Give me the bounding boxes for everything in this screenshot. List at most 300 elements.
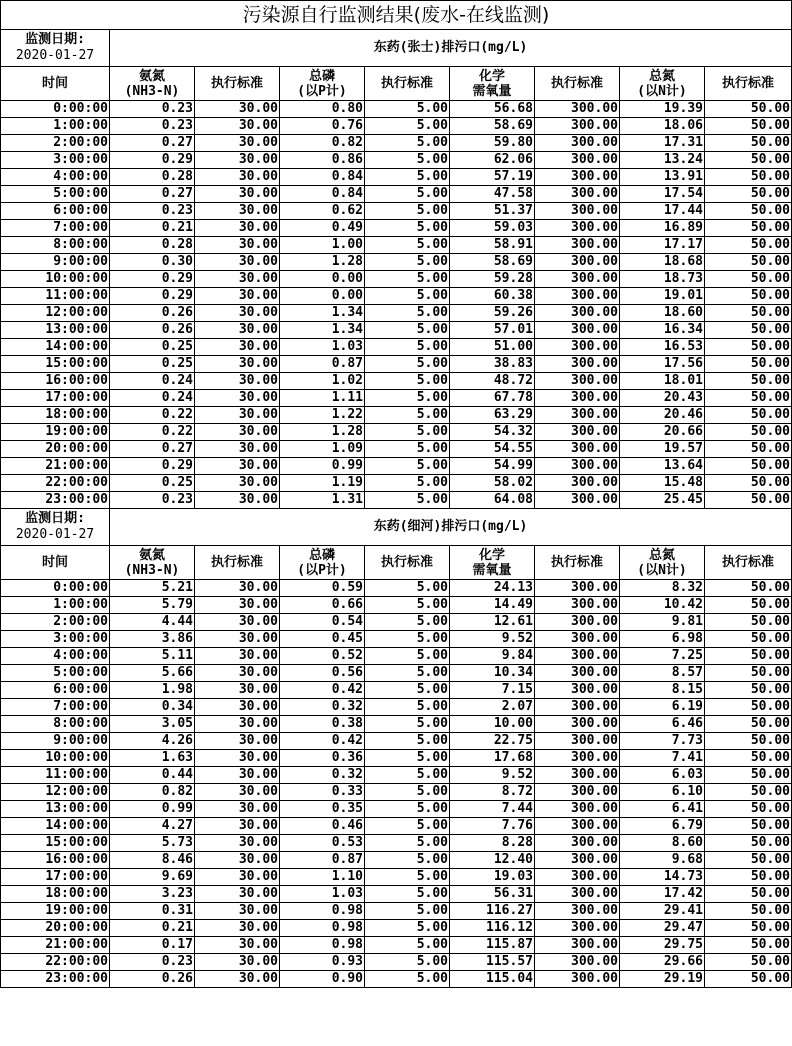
value-cell: 5.00 [365, 767, 450, 784]
value-cell: 17.17 [620, 237, 705, 254]
value-cell: 5.00 [365, 971, 450, 988]
time-cell: 8:00:00 [1, 716, 110, 733]
value-cell: 115.57 [450, 954, 535, 971]
value-cell: 5.00 [365, 441, 450, 458]
value-cell: 62.06 [450, 152, 535, 169]
value-cell: 300.00 [535, 203, 620, 220]
column-header-line1: 执行标准 [721, 76, 774, 91]
column-header-line1: 总氮 [648, 68, 675, 84]
value-cell: 1.34 [280, 322, 365, 339]
value-cell: 50.00 [705, 492, 792, 509]
table-row [1, 271, 792, 288]
table-row [1, 424, 792, 441]
value-cell: 5.00 [365, 169, 450, 186]
value-cell: 50.00 [705, 407, 792, 424]
value-cell: 50.00 [705, 597, 792, 614]
value-cell: 50.00 [705, 373, 792, 390]
value-cell: 5.00 [365, 305, 450, 322]
value-cell: 7.76 [450, 818, 535, 835]
column-header [280, 546, 365, 580]
value-cell: 5.00 [365, 475, 450, 492]
value-cell: 50.00 [705, 903, 792, 920]
value-cell: 13.24 [620, 152, 705, 169]
value-cell: 0.21 [110, 220, 195, 237]
value-cell: 30.00 [195, 784, 280, 801]
value-cell: 300.00 [535, 954, 620, 971]
value-cell: 30.00 [195, 492, 280, 509]
value-cell: 14.73 [620, 869, 705, 886]
value-cell: 12.40 [450, 852, 535, 869]
value-cell: 30.00 [195, 733, 280, 750]
column-header-line1: 执行标准 [721, 555, 774, 570]
column-header-line1: 执行标准 [550, 76, 603, 91]
table-row [1, 458, 792, 475]
value-cell: 0.87 [280, 852, 365, 869]
value-cell: 50.00 [705, 271, 792, 288]
time-cell: 2:00:00 [1, 135, 110, 152]
column-header [620, 67, 705, 101]
value-cell: 0.84 [280, 169, 365, 186]
value-cell: 50.00 [705, 614, 792, 631]
value-cell: 0.49 [280, 220, 365, 237]
value-cell: 300.00 [535, 101, 620, 118]
value-cell: 50.00 [705, 767, 792, 784]
value-cell: 1.31 [280, 492, 365, 509]
value-cell: 5.00 [365, 869, 450, 886]
column-header-line1: 执行标准 [550, 555, 603, 570]
value-cell: 30.00 [195, 682, 280, 699]
value-cell: 30.00 [195, 203, 280, 220]
time-cell: 16:00:00 [1, 373, 110, 390]
value-cell: 50.00 [705, 475, 792, 492]
value-cell: 0.17 [110, 937, 195, 954]
value-cell: 300.00 [535, 971, 620, 988]
value-cell: 17.31 [620, 135, 705, 152]
time-cell: 4:00:00 [1, 648, 110, 665]
value-cell: 30.00 [195, 903, 280, 920]
monitoring-date-cell [1, 30, 110, 67]
value-cell: 30.00 [195, 152, 280, 169]
value-cell: 30.00 [195, 373, 280, 390]
value-cell: 0.44 [110, 767, 195, 784]
value-cell: 0.32 [280, 699, 365, 716]
column-header [450, 546, 535, 580]
value-cell: 1.28 [280, 424, 365, 441]
time-cell: 2:00:00 [1, 614, 110, 631]
value-cell: 5.00 [365, 135, 450, 152]
value-cell: 4.26 [110, 733, 195, 750]
value-cell: 50.00 [705, 580, 792, 597]
value-cell: 300.00 [535, 665, 620, 682]
value-cell: 0.45 [280, 631, 365, 648]
value-cell: 7.44 [450, 801, 535, 818]
table-row [1, 373, 792, 390]
value-cell: 300.00 [535, 631, 620, 648]
value-cell: 1.02 [280, 373, 365, 390]
value-cell: 29.47 [620, 920, 705, 937]
value-cell: 0.27 [110, 186, 195, 203]
value-cell: 50.00 [705, 648, 792, 665]
value-cell: 30.00 [195, 631, 280, 648]
value-cell: 0.42 [280, 733, 365, 750]
value-cell: 1.22 [280, 407, 365, 424]
table-row [1, 665, 792, 682]
value-cell: 5.00 [365, 407, 450, 424]
value-cell: 13.91 [620, 169, 705, 186]
value-cell: 300.00 [535, 407, 620, 424]
column-header-line1: 时间 [41, 76, 68, 91]
value-cell: 19.57 [620, 441, 705, 458]
value-cell: 5.00 [365, 152, 450, 169]
column-header-line2: (以N计) [637, 83, 687, 99]
value-cell: 19.01 [620, 288, 705, 305]
value-cell: 116.12 [450, 920, 535, 937]
value-cell: 300.00 [535, 169, 620, 186]
value-cell: 2.07 [450, 699, 535, 716]
value-cell: 30.00 [195, 186, 280, 203]
column-header [705, 67, 792, 101]
value-cell: 300.00 [535, 475, 620, 492]
column-header-line2: (以N计) [637, 562, 687, 578]
value-cell: 300.00 [535, 801, 620, 818]
time-cell: 19:00:00 [1, 424, 110, 441]
value-cell: 59.03 [450, 220, 535, 237]
value-cell: 1.10 [280, 869, 365, 886]
value-cell: 0.53 [280, 835, 365, 852]
value-cell: 0.80 [280, 101, 365, 118]
value-cell: 8.57 [620, 665, 705, 682]
value-cell: 0.27 [110, 135, 195, 152]
value-cell: 0.52 [280, 648, 365, 665]
value-cell: 30.00 [195, 971, 280, 988]
time-cell: 15:00:00 [1, 835, 110, 852]
value-cell: 18.01 [620, 373, 705, 390]
column-header-line1: 总磷 [308, 547, 335, 563]
value-cell: 5.00 [365, 954, 450, 971]
time-cell: 19:00:00 [1, 903, 110, 920]
value-cell: 30.00 [195, 597, 280, 614]
value-cell: 30.00 [195, 305, 280, 322]
value-cell: 5.21 [110, 580, 195, 597]
value-cell: 50.00 [705, 818, 792, 835]
table-row [1, 356, 792, 373]
value-cell: 5.00 [365, 356, 450, 373]
value-cell: 0.25 [110, 356, 195, 373]
time-cell: 11:00:00 [1, 288, 110, 305]
table-row [1, 835, 792, 852]
time-cell: 9:00:00 [1, 254, 110, 271]
column-header [280, 67, 365, 101]
time-cell: 23:00:00 [1, 971, 110, 988]
value-cell: 17.56 [620, 356, 705, 373]
value-cell: 17.42 [620, 886, 705, 903]
value-cell: 5.00 [365, 852, 450, 869]
value-cell: 50.00 [705, 356, 792, 373]
value-cell: 1.98 [110, 682, 195, 699]
table-row [1, 254, 792, 271]
table-row [1, 135, 792, 152]
value-cell: 5.00 [365, 597, 450, 614]
value-cell: 300.00 [535, 458, 620, 475]
value-cell: 29.75 [620, 937, 705, 954]
value-cell: 30.00 [195, 288, 280, 305]
time-cell: 12:00:00 [1, 784, 110, 801]
value-cell: 0.98 [280, 937, 365, 954]
value-cell: 300.00 [535, 716, 620, 733]
value-cell: 6.79 [620, 818, 705, 835]
table-row [1, 631, 792, 648]
monitoring-date-value: 2020-01-27 [15, 48, 95, 63]
value-cell: 116.27 [450, 903, 535, 920]
value-cell: 300.00 [535, 597, 620, 614]
table-row [1, 682, 792, 699]
value-cell: 54.32 [450, 424, 535, 441]
value-cell: 8.72 [450, 784, 535, 801]
value-cell: 54.99 [450, 458, 535, 475]
time-cell: 12:00:00 [1, 305, 110, 322]
column-header [195, 67, 280, 101]
time-cell: 20:00:00 [1, 441, 110, 458]
value-cell: 300.00 [535, 373, 620, 390]
time-cell: 4:00:00 [1, 169, 110, 186]
value-cell: 0.25 [110, 475, 195, 492]
time-cell: 1:00:00 [1, 118, 110, 135]
value-cell: 50.00 [705, 322, 792, 339]
column-header [620, 546, 705, 580]
title-row [1, 1, 792, 30]
value-cell: 10.34 [450, 665, 535, 682]
column-header [450, 67, 535, 101]
value-cell: 50.00 [705, 186, 792, 203]
monitoring-date-value: 2020-01-27 [15, 527, 95, 542]
value-cell: 30.00 [195, 699, 280, 716]
value-cell: 50.00 [705, 954, 792, 971]
value-cell: 58.69 [450, 118, 535, 135]
value-cell: 47.58 [450, 186, 535, 203]
column-header-row [1, 67, 792, 101]
value-cell: 5.00 [365, 118, 450, 135]
value-cell: 5.00 [365, 937, 450, 954]
value-cell: 5.00 [365, 203, 450, 220]
value-cell: 6.41 [620, 801, 705, 818]
value-cell: 30.00 [195, 801, 280, 818]
value-cell: 0.54 [280, 614, 365, 631]
value-cell: 30.00 [195, 135, 280, 152]
value-cell: 0.98 [280, 903, 365, 920]
report-title: 污染源自行监测结果(废水-在线监测) [1, 1, 792, 30]
value-cell: 50.00 [705, 869, 792, 886]
value-cell: 50.00 [705, 801, 792, 818]
value-cell: 0.36 [280, 750, 365, 767]
value-cell: 51.00 [450, 339, 535, 356]
value-cell: 9.84 [450, 648, 535, 665]
value-cell: 300.00 [535, 271, 620, 288]
value-cell: 300.00 [535, 492, 620, 509]
value-cell: 300.00 [535, 305, 620, 322]
table-row [1, 407, 792, 424]
monitoring-date-cell [1, 509, 110, 546]
value-cell: 0.27 [110, 441, 195, 458]
value-cell: 0.23 [110, 118, 195, 135]
value-cell: 10.42 [620, 597, 705, 614]
value-cell: 30.00 [195, 441, 280, 458]
column-header-line2: (NH3-N) [124, 562, 180, 578]
value-cell: 0.26 [110, 305, 195, 322]
value-cell: 5.00 [365, 733, 450, 750]
value-cell: 300.00 [535, 648, 620, 665]
value-cell: 56.31 [450, 886, 535, 903]
column-header-line1: 执行标准 [210, 76, 263, 91]
table-row [1, 152, 792, 169]
value-cell: 30.00 [195, 937, 280, 954]
value-cell: 9.68 [620, 852, 705, 869]
value-cell: 0.29 [110, 458, 195, 475]
value-cell: 64.08 [450, 492, 535, 509]
value-cell: 18.60 [620, 305, 705, 322]
value-cell: 30.00 [195, 322, 280, 339]
value-cell: 0.32 [280, 767, 365, 784]
value-cell: 5.00 [365, 373, 450, 390]
value-cell: 5.79 [110, 597, 195, 614]
value-cell: 0.22 [110, 407, 195, 424]
value-cell: 300.00 [535, 152, 620, 169]
value-cell: 3.23 [110, 886, 195, 903]
value-cell: 50.00 [705, 886, 792, 903]
value-cell: 50.00 [705, 750, 792, 767]
value-cell: 6.46 [620, 716, 705, 733]
value-cell: 300.00 [535, 424, 620, 441]
table-row [1, 614, 792, 631]
value-cell: 5.00 [365, 750, 450, 767]
table-row [1, 441, 792, 458]
value-cell: 10.00 [450, 716, 535, 733]
value-cell: 0.35 [280, 801, 365, 818]
time-cell: 6:00:00 [1, 203, 110, 220]
value-cell: 7.41 [620, 750, 705, 767]
value-cell: 300.00 [535, 852, 620, 869]
value-cell: 30.00 [195, 390, 280, 407]
value-cell: 19.39 [620, 101, 705, 118]
value-cell: 300.00 [535, 390, 620, 407]
time-cell: 0:00:00 [1, 101, 110, 118]
report-body [1, 1, 792, 988]
table-row [1, 492, 792, 509]
table-row [1, 818, 792, 835]
value-cell: 17.44 [620, 203, 705, 220]
time-cell: 3:00:00 [1, 152, 110, 169]
column-header-line1: 总氮 [648, 547, 675, 563]
value-cell: 5.00 [365, 835, 450, 852]
time-cell: 5:00:00 [1, 665, 110, 682]
value-cell: 300.00 [535, 903, 620, 920]
column-header [365, 546, 450, 580]
time-cell: 11:00:00 [1, 767, 110, 784]
value-cell: 0.93 [280, 954, 365, 971]
value-cell: 0.33 [280, 784, 365, 801]
value-cell: 0.42 [280, 682, 365, 699]
value-cell: 300.00 [535, 580, 620, 597]
value-cell: 30.00 [195, 920, 280, 937]
value-cell: 20.66 [620, 424, 705, 441]
value-cell: 5.00 [365, 801, 450, 818]
value-cell: 5.00 [365, 648, 450, 665]
table-row [1, 220, 792, 237]
value-cell: 48.72 [450, 373, 535, 390]
value-cell: 300.00 [535, 835, 620, 852]
value-cell: 67.78 [450, 390, 535, 407]
value-cell: 30.00 [195, 458, 280, 475]
value-cell: 50.00 [705, 288, 792, 305]
value-cell: 22.75 [450, 733, 535, 750]
value-cell: 0.24 [110, 373, 195, 390]
value-cell: 300.00 [535, 356, 620, 373]
value-cell: 60.38 [450, 288, 535, 305]
value-cell: 50.00 [705, 339, 792, 356]
value-cell: 300.00 [535, 441, 620, 458]
value-cell: 56.68 [450, 101, 535, 118]
value-cell: 0.30 [110, 254, 195, 271]
value-cell: 30.00 [195, 835, 280, 852]
time-cell: 16:00:00 [1, 852, 110, 869]
column-header [535, 67, 620, 101]
value-cell: 8.46 [110, 852, 195, 869]
time-cell: 15:00:00 [1, 356, 110, 373]
value-cell: 29.66 [620, 954, 705, 971]
table-row [1, 699, 792, 716]
value-cell: 0.23 [110, 101, 195, 118]
value-cell: 30.00 [195, 750, 280, 767]
value-cell: 0.46 [280, 818, 365, 835]
value-cell: 0.23 [110, 203, 195, 220]
value-cell: 6.19 [620, 699, 705, 716]
value-cell: 5.73 [110, 835, 195, 852]
value-cell: 8.28 [450, 835, 535, 852]
value-cell: 50.00 [705, 458, 792, 475]
value-cell: 50.00 [705, 169, 792, 186]
value-cell: 50.00 [705, 152, 792, 169]
table-row [1, 169, 792, 186]
time-cell: 10:00:00 [1, 750, 110, 767]
value-cell: 18.06 [620, 118, 705, 135]
time-cell: 20:00:00 [1, 920, 110, 937]
value-cell: 0.29 [110, 271, 195, 288]
value-cell: 50.00 [705, 665, 792, 682]
value-cell: 58.91 [450, 237, 535, 254]
value-cell: 0.82 [110, 784, 195, 801]
value-cell: 0.29 [110, 152, 195, 169]
column-header [110, 546, 195, 580]
value-cell: 20.46 [620, 407, 705, 424]
value-cell: 5.00 [365, 271, 450, 288]
value-cell: 30.00 [195, 356, 280, 373]
value-cell: 5.00 [365, 254, 450, 271]
value-cell: 50.00 [705, 733, 792, 750]
value-cell: 300.00 [535, 254, 620, 271]
value-cell: 30.00 [195, 475, 280, 492]
column-header [705, 546, 792, 580]
value-cell: 6.98 [620, 631, 705, 648]
value-cell: 5.00 [365, 682, 450, 699]
value-cell: 51.37 [450, 203, 535, 220]
value-cell: 9.81 [620, 614, 705, 631]
column-header [110, 67, 195, 101]
time-cell: 21:00:00 [1, 937, 110, 954]
table-row [1, 886, 792, 903]
value-cell: 50.00 [705, 835, 792, 852]
value-cell: 1.19 [280, 475, 365, 492]
value-cell: 24.13 [450, 580, 535, 597]
time-cell: 6:00:00 [1, 682, 110, 699]
